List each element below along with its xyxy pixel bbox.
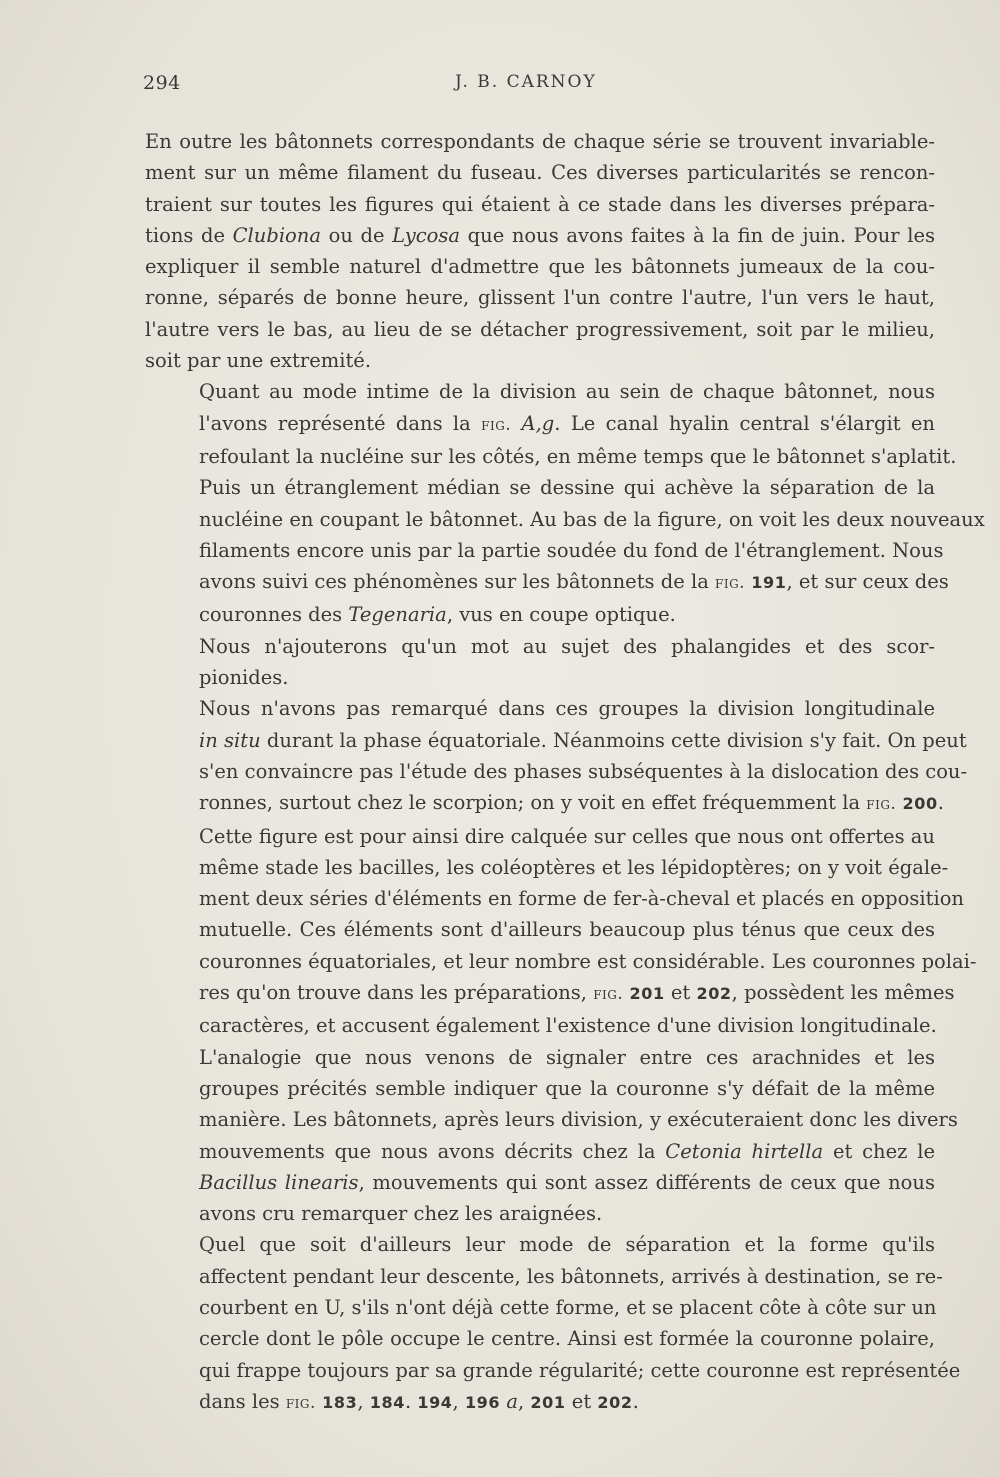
text-line: ronne, séparés de bonne heure, glissent l'un contre l'autre, l'un vers le haut, (145, 286, 935, 310)
text-line: l'autre vers le bas, au lieu de se détacher progressivement, soit par le milieu, (145, 317, 935, 341)
text-line: ment sur un même filament du fuseau. Ces diverses particularités se rencon- (145, 161, 935, 185)
fig-number: 201 (530, 1392, 566, 1412)
italic-term: Clubiona (232, 223, 321, 247)
italic-term: Tegenaria (348, 603, 447, 627)
fig-number: 194 (417, 1392, 453, 1412)
text-line: mutuelle. Ces éléments sont d'ailleurs beaucoup plus ténus que ceux des (199, 918, 935, 942)
text-line: couronnes des Tegenaria, vus en coupe optique. (199, 603, 676, 627)
text-line: traient sur toutes les figures qui étaient à ce stade dans les diverses prépara- (145, 192, 935, 216)
italic-term: a (506, 1389, 518, 1413)
text-line: même stade les bacilles, les coléoptères et les lépidoptères; on y voit égale- (199, 855, 949, 879)
page-header (0, 72, 1000, 102)
fig-number: 191 (751, 573, 787, 593)
text-line: ronnes, surtout chez le scorpion; on y voit en effet fréquemment la fig. 200. (199, 791, 944, 815)
text-line: Bacillus linearis, mouvements qui sont assez différents de ceux que nous (199, 1170, 935, 1194)
fig-number: 201 (629, 984, 665, 1004)
paragraph (145, 126, 935, 376)
text-line: manière. Les bâtonnets, après leurs division, y exécuteraient donc les divers (199, 1108, 958, 1132)
italic-term: Cetonia hirtella (665, 1139, 824, 1163)
text-line: soit par une extremité. (145, 349, 372, 373)
italic-term: in situ (199, 728, 261, 752)
body-text (145, 126, 985, 1419)
paragraph (145, 1229, 961, 1419)
paragraph (145, 693, 977, 1041)
italic-term: Bacillus linearis (199, 1170, 359, 1194)
text-line: Nous n'ajouterons qu'un mot au sujet des phalangides et des scor- (199, 634, 935, 658)
text-line: dans les fig. 183, 184. 194, 196 a, 201 et 202. (199, 1389, 639, 1413)
text-line: Quant au mode intime de la division au sein de chaque bâtonnet, nous (199, 380, 935, 404)
italic-term: Lycosa (392, 223, 461, 247)
page-number: 294 (143, 72, 181, 94)
text-line: pionides. (199, 666, 289, 690)
fig-abbrev: fig. (866, 794, 897, 815)
paragraph (145, 376, 985, 630)
fig-number: 183 (322, 1392, 358, 1412)
fig-number: 202 (597, 1392, 633, 1412)
fig-abbrev: fig. (593, 984, 624, 1005)
fig-number: 184 (369, 1392, 405, 1412)
fig-abbrev: fig. (481, 414, 512, 435)
text-line: groupes précités semble indiquer que la couronne s'y défait de la même (199, 1076, 935, 1100)
text-line: avons cru remarquer chez les araignées. (199, 1202, 603, 1226)
italic-term: A,g (521, 411, 555, 435)
fig-abbrev: fig. (715, 573, 746, 594)
fig-number: 200 (902, 794, 938, 814)
text-line: Puis un étranglement médian se dessine qui achève la séparation de la (199, 476, 935, 500)
text-line: tions de Clubiona ou de Lycosa que nous avons faites à la fin de juin. Pour les (145, 223, 936, 247)
text-line: in situ durant la phase équatoriale. Néanmoins cette division s'y fait. On peut (199, 728, 967, 752)
text-line: qui frappe toujours par sa grande régularité; cette couronne est représentée (199, 1358, 961, 1382)
fig-number: 196 (464, 1392, 501, 1412)
text-line: avons suivi ces phénomènes sur les bâtonnets de la fig. 191, et sur ceux des (199, 570, 949, 594)
text-line: expliquer il semble naturel d'admettre que les bâtonnets jumeaux de la cou- (145, 255, 935, 279)
text-line: En outre les bâtonnets correspondants de chaque série se trouvent invariable- (145, 130, 935, 153)
text-line: Cette figure est pour ainsi dire calquée sur celles que nous ont offertes au (199, 824, 935, 848)
text-line: caractères, et accusent également l'existence d'une division longitudinale. (199, 1014, 937, 1038)
text-line: L'analogie que nous venons de signaler entre ces arachnides et les (199, 1045, 935, 1069)
text-line: res qu'on trouve dans les préparations, fig. 201 et 202, possèdent les mêmes (199, 981, 955, 1005)
fig-number: 202 (696, 984, 732, 1004)
text-line: s'en convaincre pas l'étude des phases subséquentes à la dislocation des cou- (199, 759, 968, 783)
fig-abbrev: fig. (285, 1392, 316, 1413)
running-title: J. B. CARNOY (455, 72, 597, 92)
paragraph (145, 1042, 958, 1230)
text-line: nucléine en coupant le bâtonnet. Au bas de la figure, on voit les deux nouveaux (199, 507, 985, 531)
text-line: l'avons représenté dans la fig. A,g. Le canal hyalin central s'élargit en (199, 411, 935, 435)
text-line: Nous n'avons pas remarqué dans ces groupes la division longitudinale (199, 697, 935, 721)
text-line: refoulant la nucléine sur les côtés, en même temps que le bâtonnet s'aplatit. (199, 444, 957, 468)
text-line: ment deux séries d'éléments en forme de fer-à-cheval et placés en opposition (199, 887, 964, 911)
text-line: couronnes équatoriales, et leur nombre est considérable. Les couronnes polai- (199, 949, 977, 973)
paragraph (145, 631, 935, 694)
text-line: Quel que soit d'ailleurs leur mode de séparation et la forme qu'ils (199, 1233, 935, 1257)
text-line: filaments encore unis par la partie soudée du fond de l'étranglement. Nous (199, 538, 944, 562)
text-line: mouvements que nous avons décrits chez la Cetonia hirtella et chez le (199, 1139, 935, 1163)
text-line: courbent en U, s'ils n'ont déjà cette forme, et se placent côte à côte sur un (199, 1295, 937, 1319)
text-line: cercle dont le pôle occupe le centre. Ainsi est formée la couronne polaire, (199, 1327, 935, 1351)
text-line: affectent pendant leur descente, les bâtonnets, arrivés à destination, se re- (199, 1264, 943, 1288)
